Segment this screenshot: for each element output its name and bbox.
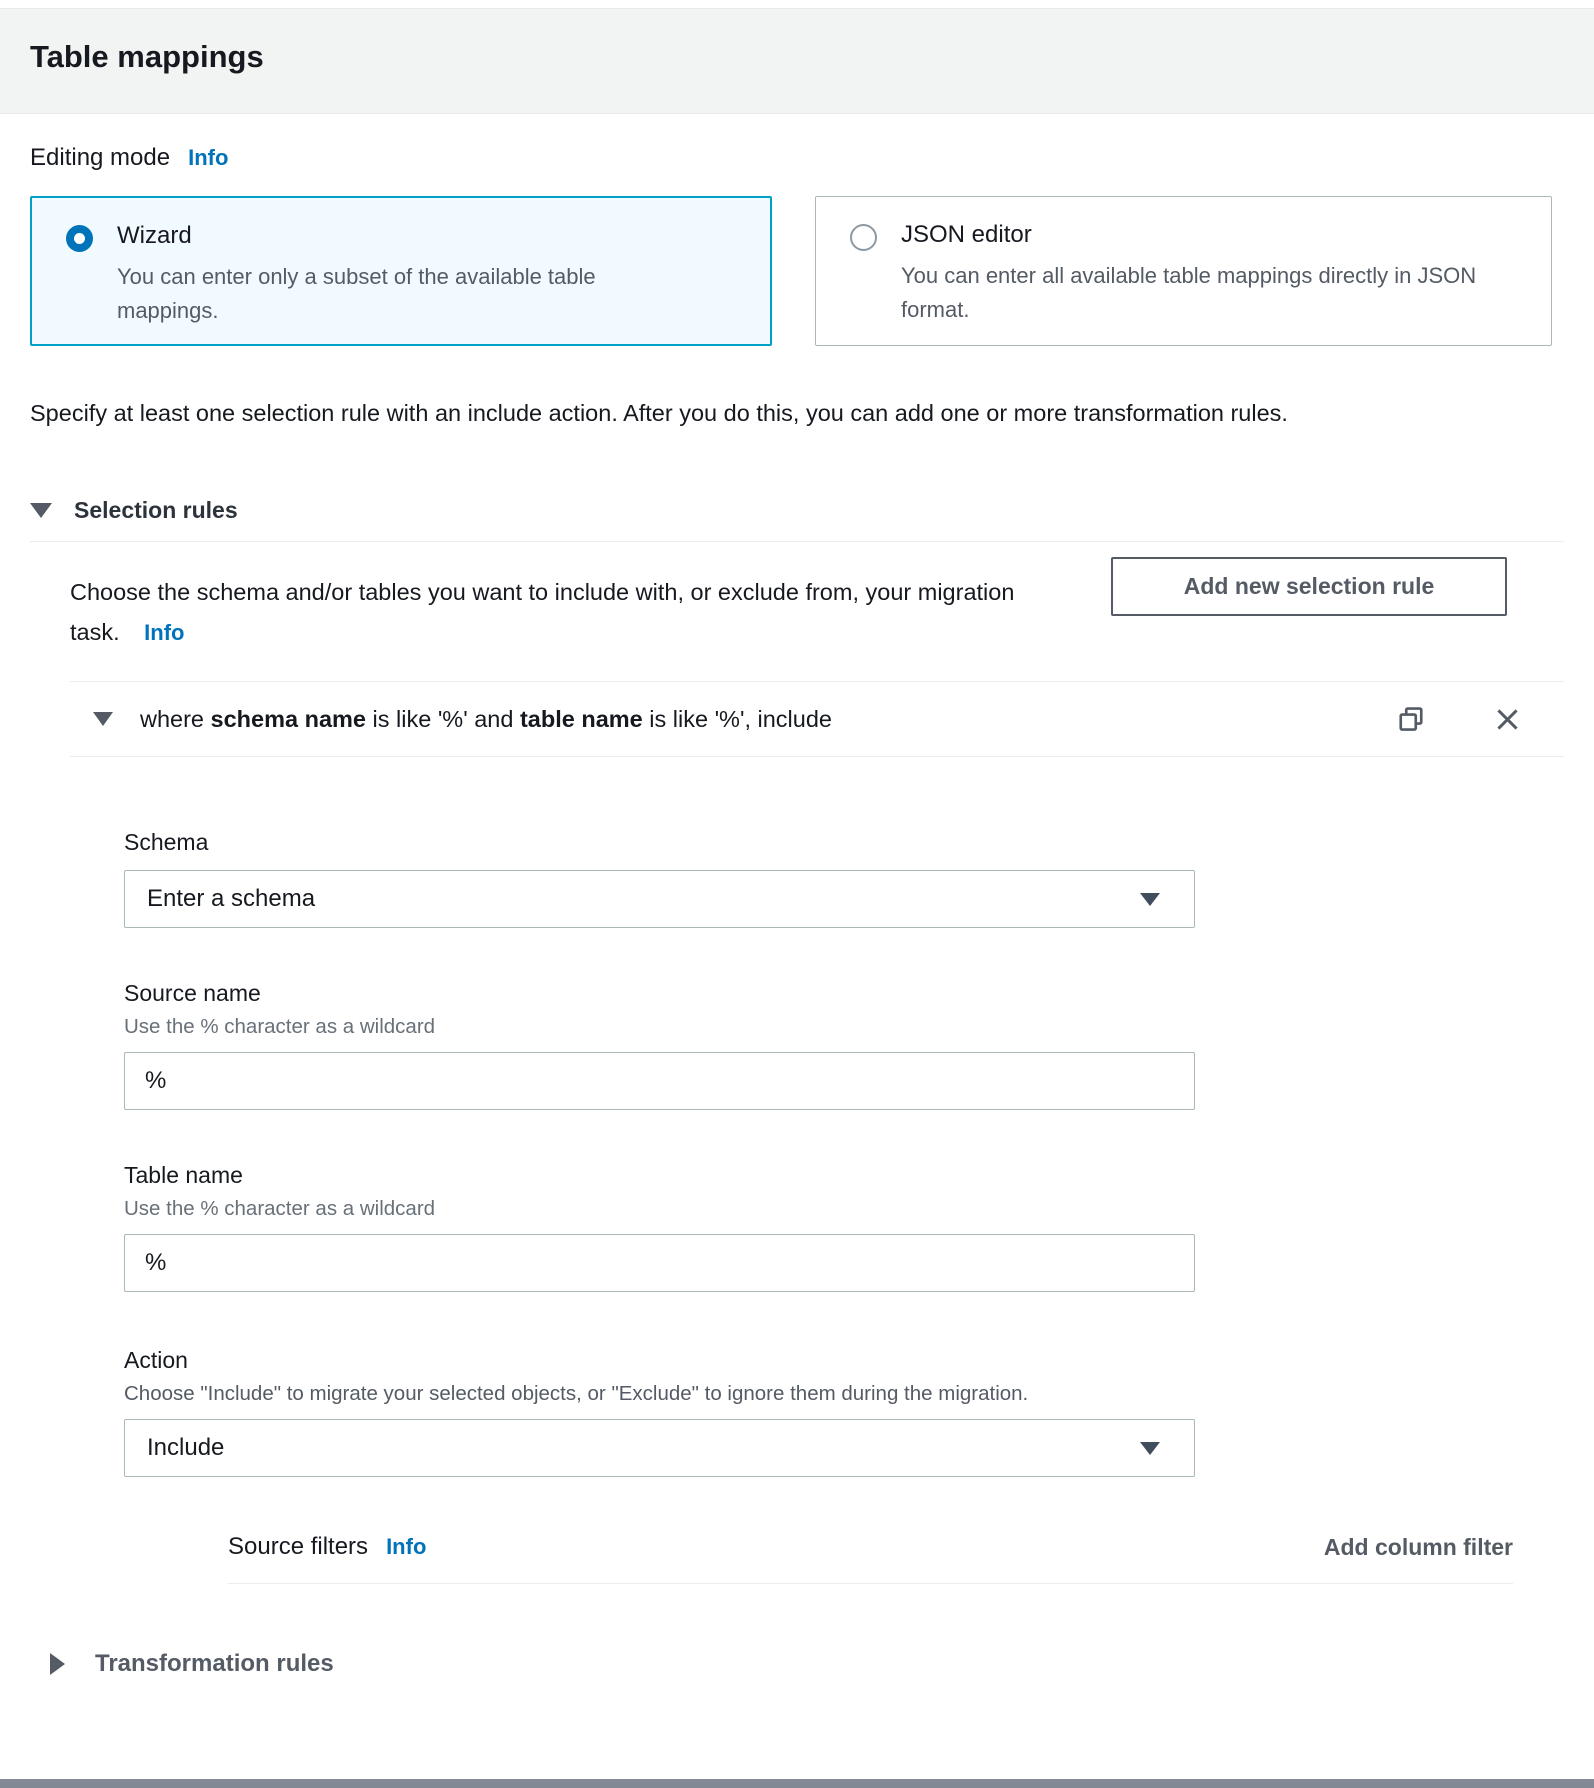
editing-mode-label: Editing mode — [30, 144, 171, 171]
selection-rules-title: Selection rules — [74, 497, 238, 523]
source-filters-label: Source filters — [228, 1533, 369, 1560]
remove-rule-button[interactable] — [1492, 704, 1522, 734]
json-editor-option-title[interactable]: JSON editor — [901, 221, 1032, 248]
divider — [70, 756, 1564, 757]
action-select[interactable] — [124, 1419, 1195, 1477]
chevron-down-icon — [1140, 893, 1160, 906]
source-name-input[interactable] — [124, 1052, 1195, 1110]
editing-mode-options — [30, 196, 1564, 346]
schema-select[interactable] — [124, 870, 1195, 928]
action-helper: Choose "Include" to migrate your selected objects, or "Exclude" to ignore them during the migration. — [124, 1382, 1029, 1405]
selection-rules-description-text: Choose the schema and/or tables you want to include with, or exclude from, your migration task. — [70, 579, 1015, 645]
schema-select-value: Enter a schema — [147, 885, 316, 912]
json-editor-radio-unselected[interactable] — [850, 224, 877, 251]
json-editor-option-card[interactable] — [815, 196, 1552, 346]
action-select-value: Include — [147, 1434, 225, 1461]
source-filters-info-link[interactable]: Info — [386, 1534, 427, 1559]
wizard-card-body — [117, 222, 677, 328]
copy-icon — [1396, 704, 1426, 734]
triangle-down-icon — [30, 503, 52, 518]
rule-summary — [140, 706, 832, 733]
table-name-helper: Use the % character as a wildcard — [124, 1197, 436, 1220]
selection-rules-info-link[interactable]: Info — [144, 620, 185, 645]
editing-mode-row — [30, 144, 1564, 172]
section-header-band — [0, 8, 1594, 114]
selection-rule-header-row — [70, 682, 1564, 756]
close-icon — [1493, 705, 1522, 734]
wizard-option-title[interactable]: Wizard — [117, 222, 192, 249]
wizard-radio-selected[interactable] — [66, 225, 93, 252]
source-name-helper: Use the % character as a wildcard — [124, 1015, 436, 1038]
triangle-down-icon[interactable] — [93, 712, 113, 726]
triangle-right-icon — [50, 1653, 65, 1675]
rule-summary-part: where — [140, 705, 211, 732]
schema-label: Schema — [124, 829, 209, 855]
wizard-option-card[interactable] — [30, 196, 772, 346]
page-title: Table mappings — [30, 39, 264, 74]
selection-rules-toolbar — [30, 542, 1564, 654]
divider — [228, 1583, 1513, 1584]
rule-summary-table: table name — [519, 705, 643, 732]
source-name-label: Source name — [124, 980, 261, 1006]
intro-paragraph: Specify at least one selection rule with an include action. After you do this, you can add one or more transformation rules. — [30, 400, 1288, 426]
selection-rules-description — [70, 572, 1015, 653]
add-column-filter-button[interactable]: Add column filter — [1323, 1533, 1513, 1560]
rule-summary-schema: schema name — [210, 705, 366, 732]
rule-summary-part: is like '%' and — [366, 705, 520, 732]
source-filters-row — [228, 1533, 1513, 1561]
selection-rule-form — [124, 829, 1564, 1477]
transformation-rules-expander[interactable] — [50, 1650, 1564, 1678]
json-editor-card-body — [901, 221, 1491, 327]
wizard-option-description: You can enter only a subset of the available table mappings. — [117, 264, 596, 323]
window-bottom-edge — [0, 1779, 1594, 1788]
table-name-label: Table name — [124, 1162, 243, 1188]
add-new-selection-rule-button[interactable]: Add new selection rule — [1111, 557, 1507, 616]
duplicate-rule-button[interactable] — [1396, 704, 1426, 734]
json-editor-option-description: You can enter all available table mappings directly in JSON format. — [901, 263, 1477, 322]
editing-mode-info-link[interactable]: Info — [188, 145, 229, 170]
transformation-rules-title: Transformation rules — [95, 1650, 334, 1677]
action-label: Action — [124, 1347, 188, 1373]
chevron-down-icon — [1140, 1442, 1160, 1455]
rule-summary-part: is like '%', include — [642, 705, 832, 732]
table-mappings-panel — [0, 144, 1594, 1678]
selection-rules-expander[interactable] — [30, 497, 1564, 524]
table-name-input[interactable] — [124, 1234, 1195, 1292]
